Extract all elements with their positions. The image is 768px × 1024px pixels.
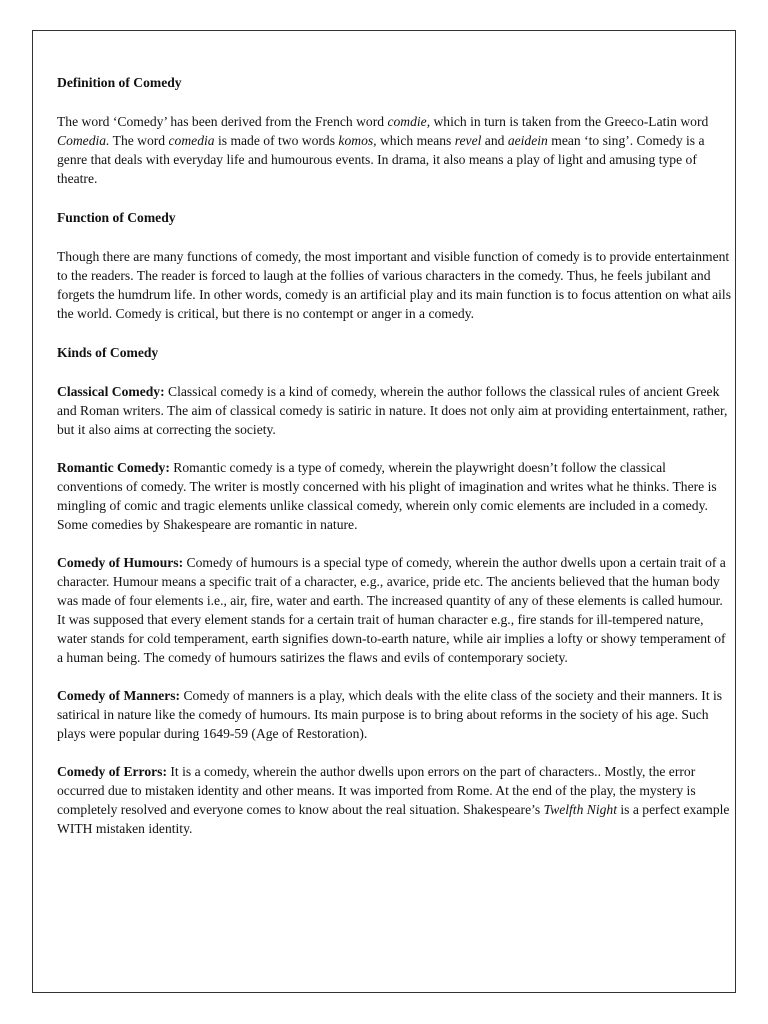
term-comedy-of-humours: Comedy of Humours: [57,555,184,570]
heading-kinds: Kinds of Comedy [57,345,159,360]
heading-definition: Definition of Comedy [57,75,182,90]
paragraph-comedy-of-manners: Comedy of Manners: Comedy of manners is a play, which deals with the elite class of the society and their manners. It is satirical in nature like the comedy of humours. Its main purpose is to bring about reforms in the society of his age. Such plays were popular during 1649-59 (Age of Restoration). [57,688,723,741]
term-comedy-of-manners: Comedy of Manners: [57,688,181,703]
paragraph-definition: The word ‘Comedy’ has been derived from the French word comdie, which in turn is taken from the Greeco-Latin word Comedia. The word comedia is made of two words komos, which means revel and aeidein mean ‘to sing’. Comedy is a genre that deals with everyday life and humourous events. In drama, it also means a play of light and amusing type of theatre. [57,114,709,186]
document-body [57,73,733,857]
paragraph-romantic-comedy: Romantic Comedy: Romantic comedy is a type of comedy, wherein the playwright doesn’t follow the classical conventions of comedy. The writer is mostly concerned with his plight of imagination and writes what he thinks. There is mingling of comic and tragic elements unlike classical comedy, wherein only comic elements are included in a comedy. Some comedies by Shakespeare are romantic in nature. [57,460,717,532]
heading-function: Function of Comedy [57,210,176,225]
paragraph-classical-comedy: Classical Comedy: Classical comedy is a kind of comedy, wherein the author follows the classical rules of ancient Greek and Roman writers. The aim of classical comedy is satiric in nature. It does not only aim at providing entertainment, rather, but it also aims at correcting the society. [57,384,728,437]
term-classical-comedy: Classical Comedy: [57,384,165,399]
paragraph-function: Though there are many functions of comedy, the most important and visible function of comedy is to provide entertainment to the readers. The reader is forced to laugh at the follies of various characters in the comedy. Thus, he feels jubilant and forgets the humdrum life. In other words, comedy is an artificial play and its main function is to focus attention on what ails the world. Comedy is critical, but there is no contempt or anger in a comedy. [57,249,731,321]
term-comedy-of-errors: Comedy of Errors: [57,764,167,779]
term-romantic-comedy: Romantic Comedy: [57,460,170,475]
paragraph-comedy-of-errors: Comedy of Errors: It is a comedy, wherein the author dwells upon errors on the part of characters.. Mostly, the error occurred due to mistaken identity and other means. It was imported from Rome. At the end of the play, the mystery is completely resolved and everyone comes to know about the real situation. Shakespeare’s Twelfth Night is a perfect example WITH mistaken identity. [57,764,730,836]
paragraph-comedy-of-humours: Comedy of Humours: Comedy of humours is a special type of comedy, wherein the author dwells upon a certain trait of a character. Humour means a specific trait of a character, e.g., avarice, pride etc. The ancients believed that the human body was made of four elements i.e., air, fire, water and earth. The increased quantity of any of these elements is called humour. It was supposed that every element stands for a certain trait of human character e.g., fire stands for ill-tempered nature, water stands for cold temperament, earth signifies down-to-earth nature, while air implies a lofty or showy temperament of a human being. The comedy of humours satirizes the flaws and evils of contemporary society. [57,555,726,665]
